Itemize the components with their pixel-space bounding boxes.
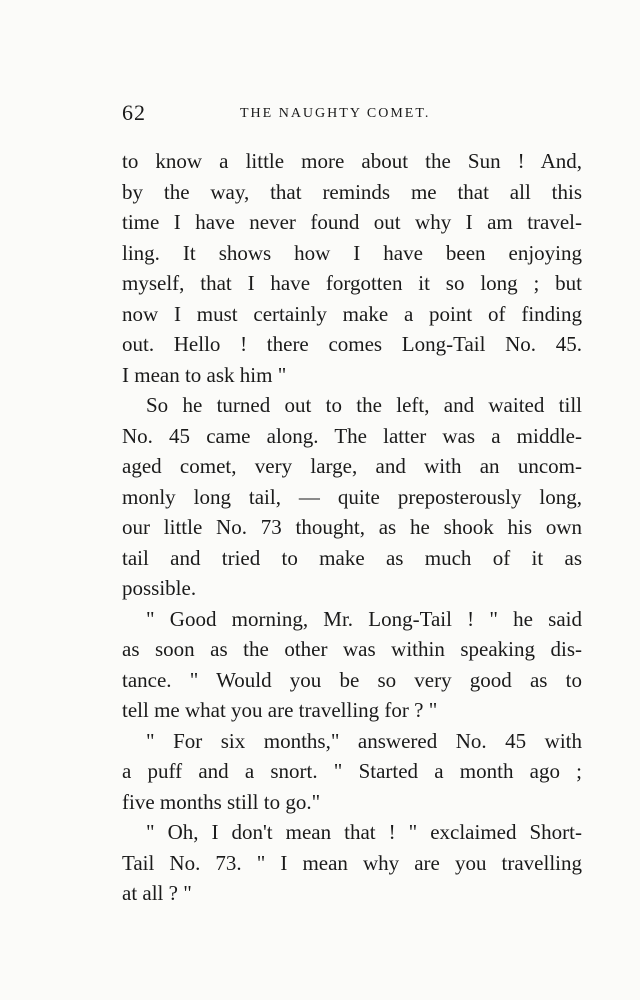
text-line: " For six months," answered No. 45 with [146,728,582,753]
text-line: monly long tail, — quite preposterously long, [122,484,582,509]
text-line: time I have never found out why I am travel- [122,210,582,234]
text-line: ling. It shows how I have been enjoying [122,240,582,265]
body-text [122,146,582,909]
text-line: now I must certainly make a point of finding [122,301,582,326]
text-line: our little No. 73 thought, as he shook his own [122,515,582,539]
text-line: I mean to ask him " [122,362,287,387]
text-line: five months still to go." [122,789,321,814]
text-line: a puff and a snort. " Started a month ago ; [122,759,582,783]
text-line: at all ? " [122,881,192,905]
text-line: out. Hello ! there comes Long-Tail No. 45. [122,332,582,356]
page-header [122,100,582,130]
running-head: THE NAUGHTY COMET. [240,106,431,121]
text-line: Tail No. 73. " I mean why are you travelling [122,850,582,875]
text-line: by the way, that reminds me that all this [122,179,582,204]
text-line: aged comet, very large, and with an uncom- [122,454,582,478]
text-line: as soon as the other was within speaking dis- [122,637,582,661]
text-line: " Good morning, Mr. Long-Tail ! " he said [146,606,582,631]
text-line: possible. [122,576,197,600]
text-line: tell me what you are travelling for ? " [122,698,438,722]
text-line: No. 45 came along. The latter was a middle- [122,423,582,448]
page-number: 62 [122,100,146,125]
text-line: myself, that I have forgotten it so long ; but [122,271,582,295]
text-line: tance. " Would you be so very good as to [122,667,582,692]
text-line: to know a little more about the Sun ! And, [122,149,582,173]
text-line: tail and tried to make as much of it as [122,545,582,570]
text-line: " Oh, I don't mean that ! " exclaimed Short- [146,820,582,844]
text-line: So he turned out to the left, and waited till [146,393,582,417]
